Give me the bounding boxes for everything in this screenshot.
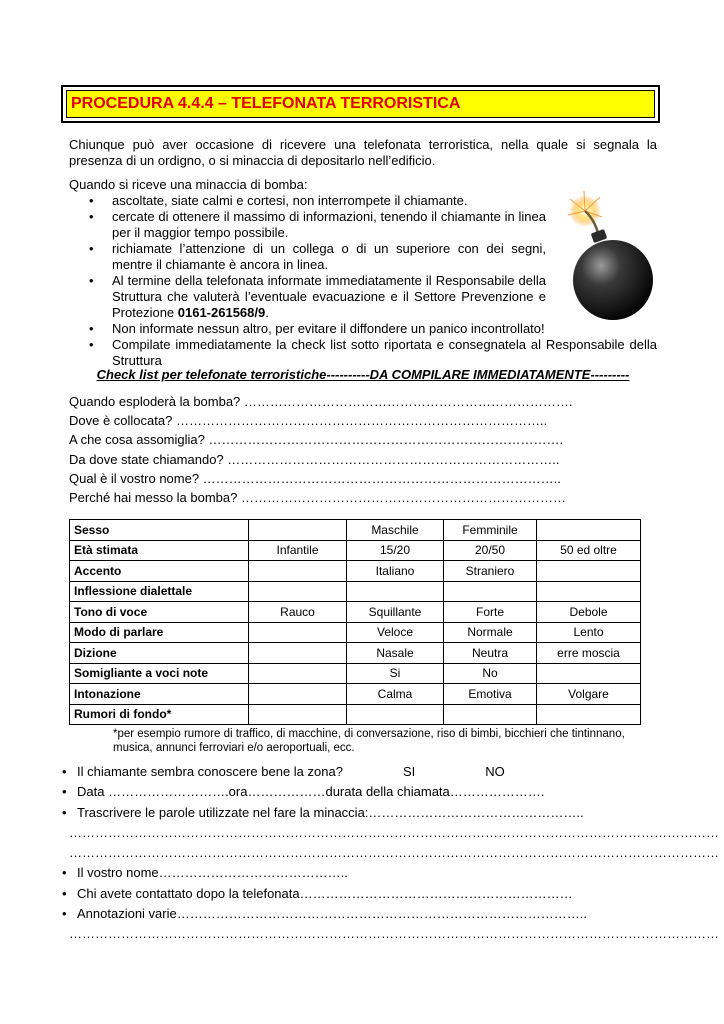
table-cell[interactable]: erre moscia [537,643,641,664]
table-cell[interactable] [249,520,347,541]
knows-zone-line [62,762,662,782]
footnote: *per esempio rumore di traffico, di macchine, di conversazione, riso di bimbi, bicchieri che tintinnano, musica, annunci ferroviari e/o aeroportuali, ecc. [113,728,625,754]
table-cell[interactable] [347,704,444,725]
table-cell[interactable] [249,643,347,664]
table-row [70,561,641,582]
table-cell[interactable] [249,581,347,602]
table-cell[interactable] [249,561,347,582]
table-cell[interactable]: Femminile [444,520,537,541]
table-cell[interactable] [249,663,347,684]
table-cell[interactable] [249,704,347,725]
list-item: • richiamate l’attenzione di un collega o di un superiore con dei segni, mentre il chiamante è ancora in linea. [69,241,546,273]
page-title: PROCEDURA 4.4.4 – TELEFONATA TERRORISTICA [66,90,655,118]
question-when: Quando esploderà la bomba? …………………………………………………………………. [69,394,573,409]
table-cell[interactable]: 15/20 [347,540,444,561]
table-cell[interactable]: Rauco [249,602,347,623]
list-item: • ascoltate, siate calmi e cortesi, non interrompete il chiamante. [69,193,546,209]
table-row [70,704,641,725]
table-cell[interactable] [537,520,641,541]
table-cell[interactable] [537,581,641,602]
table-cell[interactable] [444,704,537,725]
yes-option[interactable]: SI [402,764,416,779]
row-label: Rumori di fondo* [70,704,249,725]
question-calling-from: Da dove state chiamando? ………………………………………………………………….. [69,451,560,467]
table-row [70,684,641,705]
table-cell[interactable]: Calma [347,684,444,705]
table-row [70,602,641,623]
list-item: • Non informate nessun altro, per evitare il diffondere un panico incontrollato! [69,321,657,337]
table-row [70,581,641,602]
table-cell[interactable]: Infantile [249,540,347,561]
table-row [70,622,641,643]
table-row [70,663,641,684]
question-looks-like: A che cosa assomiglia? ………………………………………………………………………. [69,432,564,448]
no-option[interactable]: NO [485,764,505,779]
blank-line: …………………………………………………………………………………………………………………………………… [69,824,719,840]
table-cell[interactable] [249,622,347,643]
table-cell[interactable]: Italiano [347,561,444,582]
row-label: Età stimata [70,540,249,561]
transcribe-line: • Trascrivere le parole utilizzate nel fare la minaccia:………………………………………….. [62,803,662,823]
table-row [70,520,641,541]
questions-list [69,392,669,507]
row-label: Inflessione dialettale [70,581,249,602]
table-cell[interactable]: Emotiva [444,684,537,705]
list-item: • Compilate immediatamente la check list sotto riportata e consegnatela al Responsabile della Struttura [69,337,657,369]
intro-paragraph: Chiunque può aver occasione di ricevere una telefonata terroristica, nella quale si segnala la presenza di un ordigno, o si minaccia di depositarlo nell’edificio. [69,137,657,168]
list-item-text: Al termine della telefonata informate immediatamente il Responsabile della Struttura che valuterà l’eventuale evacuazione e il Settore Prevenzione e Protezione [112,273,546,320]
voice-characteristics-table [69,519,641,725]
call-details-form [62,762,719,945]
table-cell[interactable] [249,684,347,705]
question-name: Qual è il vostro nome? ……………………………………………………………………….. [69,470,561,486]
question-why: Perché hai messo la bomba? ………………………………………………………………… [69,489,566,505]
table-cell[interactable] [537,704,641,725]
table-cell[interactable] [537,561,641,582]
table-cell[interactable]: Nasale [347,643,444,664]
notes-line: • Annotazioni varie………………………………………………………………………………….. [62,904,662,924]
table-cell[interactable]: 50 ed oltre [537,540,641,561]
row-label: Somigliante a voci note [70,663,249,684]
table-cell[interactable]: Neutra [444,643,537,664]
table-cell[interactable]: Forte [444,602,537,623]
bomb-threat-heading: Quando si riceve una minaccia di bomba: [69,177,308,192]
table-cell[interactable]: Debole [537,602,641,623]
table-row [70,540,641,561]
table-cell[interactable]: Squillante [347,602,444,623]
row-label: Dizione [70,643,249,664]
checklist-title: Check list per telefonate terroristiche----------DA COMPILARE IMMEDIATAMENTE--------- [96,367,630,382]
row-label: Sesso [70,520,249,541]
table-cell[interactable]: Veloce [347,622,444,643]
phone-suffix: . [265,305,269,320]
table-cell[interactable]: Straniero [444,561,537,582]
table-cell[interactable] [347,581,444,602]
phone-number: 0161-261568/9 [177,305,266,320]
table-cell[interactable]: No [444,663,537,684]
list-item [69,273,546,321]
table-cell[interactable] [444,581,537,602]
table-cell[interactable]: Volgare [537,684,641,705]
table-cell[interactable]: Maschile [347,520,444,541]
table-cell[interactable]: Normale [444,622,537,643]
blank-line: …………………………………………………………………………………………………………………………………… [69,845,719,861]
table-cell[interactable]: Si [347,663,444,684]
contacted-line: • Chi avete contattato dopo la telefonata……………………………………………………… [62,884,662,904]
date-line: • Data ……………………….ora………………durata della chiamata…………………. [62,782,662,802]
table-cell[interactable] [537,663,641,684]
your-name-line: • Il vostro nome…………………………………….. [62,863,662,883]
row-label: Intonazione [70,684,249,705]
table-cell[interactable]: 20/50 [444,540,537,561]
table-cell[interactable]: Lento [537,622,641,643]
row-label: Accento [70,561,249,582]
blank-line: …………………………………………………………………………………………………………………………………… [69,926,719,942]
knows-zone-label: Il chiamante sembra conoscere bene la zona? [77,764,343,779]
list-item: • cercate di ottenere il massimo di informazioni, tenendo il chiamante in linea per il maggior tempo possibile. [69,209,546,241]
bomb-icon [558,185,658,325]
title-box [61,85,660,123]
row-label: Modo di parlare [70,622,249,643]
question-where: Dove è collocata? ………………………………………………………………………….. [69,413,548,429]
table-row [70,643,641,664]
row-label: Tono di voce [70,602,249,623]
